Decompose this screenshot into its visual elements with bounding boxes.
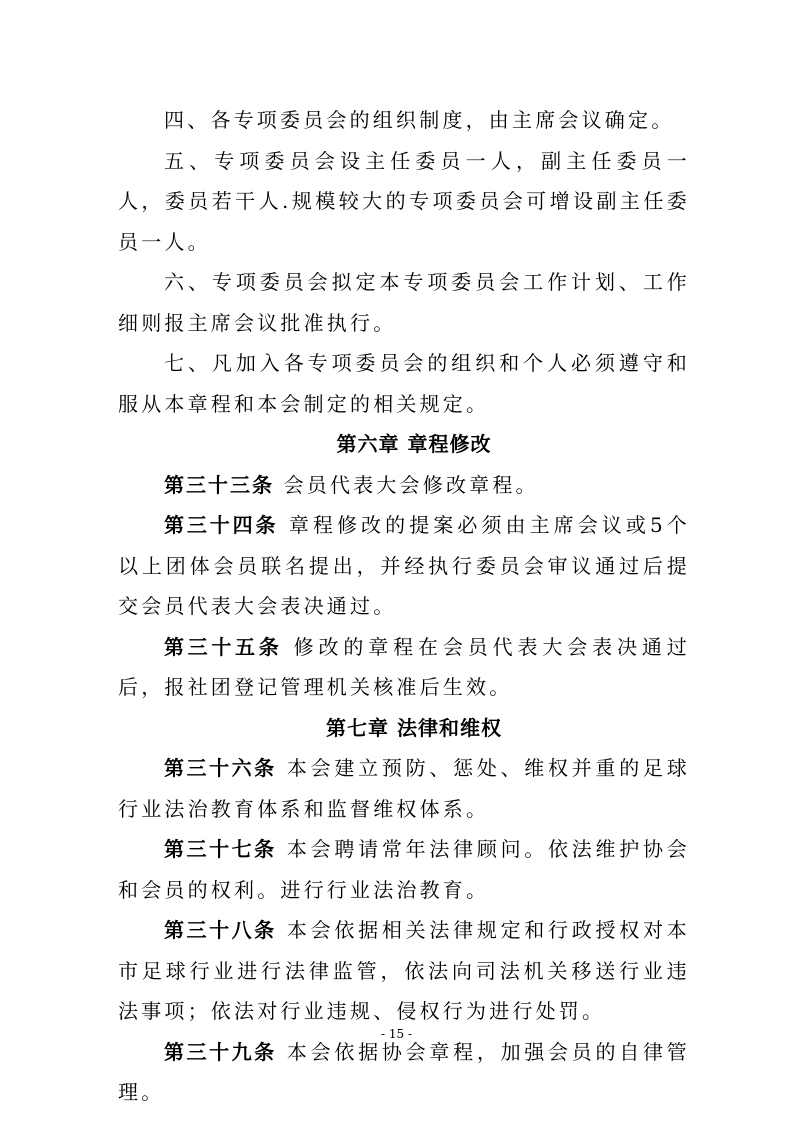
article-39 [118, 1032, 690, 1113]
page-number: - 15 - [380, 1027, 412, 1041]
article-34-text: 章程修改的提案必须由主席会议或5个以上团体会员联名提出，并经执行委员会审议通过后提交会员代表大会表决通过。 [118, 513, 690, 618]
article-37-number: 第三十七条 [164, 837, 277, 861]
article-34-number: 第三十四条 [164, 513, 279, 537]
article-35 [118, 627, 690, 708]
article-36-text: 本会建立预防、惩处、维权并重的足球行业法治教育体系和监督维权体系。 [118, 756, 690, 821]
paragraph-item-5: 五、专项委员会设主任委员一人，副主任委员一人，委员若干人.规模较大的专项委员会可增设副主任委员一人。 [118, 148, 690, 254]
chapter-6-heading: 第六章 章程修改 [336, 432, 492, 456]
article-34 [118, 505, 690, 627]
article-33 [118, 465, 690, 506]
article-39-text: 本会依据协会章程，加强会员的自律管理。 [118, 1039, 690, 1104]
article-36-number: 第三十六条 [164, 756, 277, 780]
article-33-text: 会员代表大会修改章程。 [283, 472, 539, 497]
article-39-number: 第三十九条 [164, 1039, 277, 1064]
article-37 [118, 829, 690, 910]
document-body [118, 100, 690, 1113]
article-37-text: 本会聘请常年法律顾问。依法维护协会和会员的权利。进行行业法治教育。 [118, 837, 690, 902]
chapter-7-heading: 第七章 法律和维权 [326, 715, 502, 740]
article-38 [118, 910, 690, 1032]
paragraph-item-7: 七、凡加入各专项委员会的组织和个人必须遵守和服从本章程和本会制定的相关规定。 [118, 351, 690, 416]
article-35-number: 第三十五条 [164, 634, 283, 659]
article-35-text: 修改的章程在会员代表大会表决通过后，报社团登记管理机关核准后生效。 [118, 634, 691, 699]
article-38-number: 第三十八条 [164, 918, 277, 942]
article-38-text: 本会依据相关法律规定和行政授权对本市足球行业进行法律监管，依法向司法机关移送行业违法事项；依法对行业违规、侵权行为进行处罚。 [118, 918, 690, 1023]
paragraph-item-4: 四、各专项委员会的组织制度，由主席会议确定。 [164, 108, 675, 132]
article-33-number: 第三十三条 [164, 472, 274, 497]
article-36 [118, 748, 690, 829]
paragraph-item-6: 六、专项委员会拟定本专项委员会工作计划、工作细则报主席会议批准执行。 [118, 270, 690, 335]
